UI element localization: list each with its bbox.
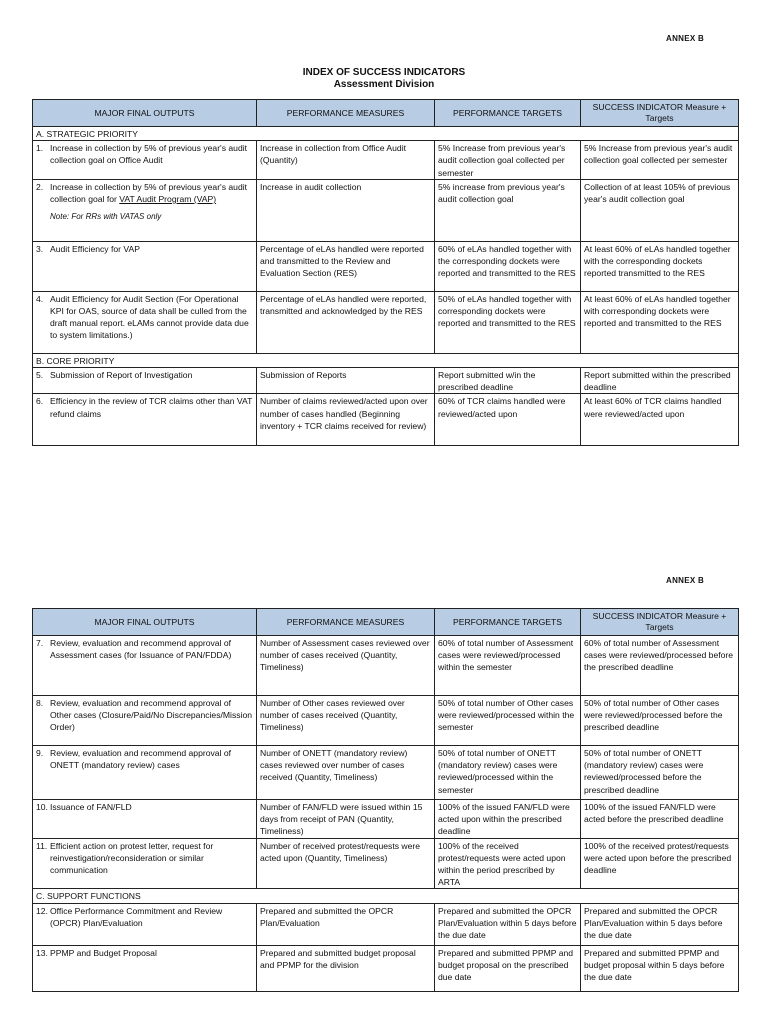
- table-row: [33, 291, 739, 353]
- si-cell: Report submitted within the prescribed deadline: [581, 368, 739, 394]
- header-performance-measures: PERFORMANCE MEASURES: [257, 609, 435, 636]
- header-success-indicator: SUCCESS INDICATOR Measure + Targets: [581, 100, 739, 127]
- mfo-cell: [33, 903, 257, 945]
- pt-cell: Prepared and submitted PPMP and budget proposal on the prescribed due date: [435, 945, 581, 991]
- mfo-cell: [33, 696, 257, 746]
- row-number: 11.: [36, 840, 48, 851]
- mfo-underlined-text: VAT Audit Program (VAP): [119, 194, 217, 205]
- si-cell: 50% of total number of Other cases were reviewed/processed before the prescribed deadline: [581, 696, 739, 746]
- row-number: 12.: [36, 905, 48, 916]
- si-cell: Collection of at least 105% of previous year's audit collection goal: [581, 179, 739, 241]
- pm-cell: Submission of Reports: [257, 368, 435, 394]
- mfo-note: Note: For RRs with VATAS only: [50, 212, 162, 222]
- header-performance-targets: PERFORMANCE TARGETS: [435, 609, 581, 636]
- mfo-cell: [33, 291, 257, 353]
- mfo-text: PPMP and Budget Proposal: [50, 947, 157, 958]
- mfo-cell: [33, 241, 257, 291]
- success-indicators-table-1: [32, 99, 739, 446]
- mfo-text: Audit Efficiency for VAP: [50, 243, 140, 254]
- row-number: 13.: [36, 947, 48, 958]
- si-cell: At least 60% of eLAs handled together with the corresponding dockets reported transmitted to the RES: [581, 241, 739, 291]
- header-performance-targets: PERFORMANCE TARGETS: [435, 100, 581, 127]
- pt-cell: 100% of the issued FAN/FLD were acted upon within the prescribed deadline: [435, 800, 581, 839]
- pt-cell: 5% Increase from previous year's audit collection goal collected per semester: [435, 141, 581, 180]
- mfo-cell: [33, 746, 257, 800]
- mfo-cell: [33, 368, 257, 394]
- mfo-cell: [33, 838, 257, 889]
- table-row: [33, 141, 739, 180]
- row-number: 3.: [36, 243, 44, 254]
- pm-cell: Percentage of eLAs handled were reported, transmitted and acknowledged by the RES: [257, 291, 435, 353]
- pm-cell: Prepared and submitted the OPCR Plan/Evaluation: [257, 903, 435, 945]
- section-core-priority: B. CORE PRIORITY: [33, 353, 739, 367]
- si-cell: 5% Increase from previous year's audit collection goal collected per semester: [581, 141, 739, 180]
- si-cell: At least 60% of TCR claims handled were reviewed/acted upon: [581, 394, 739, 446]
- pm-cell: Percentage of eLAs handled were reported and transmitted to the Review and Evaluation Section (RES): [257, 241, 435, 291]
- mfo-text: Efficiency in the review of TCR claims other than VAT refund claims: [50, 396, 253, 419]
- success-indicators-table-2: [32, 608, 739, 992]
- mfo-text: Review, evaluation and recommend approval of Assessment cases (for Issuance of PAN/FDDA): [50, 638, 232, 661]
- pm-cell: Number of Assessment cases reviewed over number of cases received (Quantity, Timeliness): [257, 636, 435, 696]
- table-row: [33, 903, 739, 945]
- mfo-text: Increase in collection by 5% of previous year's audit collection goal on Office Audit: [50, 143, 248, 166]
- si-cell: 100% of the received protest/requests were acted upon before the prescribed deadline: [581, 838, 739, 889]
- mfo-text: Issuance of FAN/FLD: [50, 802, 132, 812]
- mfo-text: Audit Efficiency for Audit Section (For Operational KPI for OAS, source of data shall be culled from the draft manual report. eLAMs cannot provide data due to system limitations.): [50, 293, 249, 341]
- annex-label-2: ANNEX B: [666, 576, 705, 585]
- pt-cell: 100% of the received protest/requests were acted upon within the period prescribed by ARTA: [435, 838, 581, 889]
- table-row: [33, 368, 739, 394]
- pm-cell: Number of received protest/requests were acted upon (Quantity, Timeliness): [257, 838, 435, 889]
- header-performance-measures: PERFORMANCE MEASURES: [257, 100, 435, 127]
- pt-cell: Report submitted w/in the prescribed deadline: [435, 368, 581, 394]
- si-cell: Prepared and submitted the OPCR Plan/Evaluation within 5 days before the due date: [581, 903, 739, 945]
- row-number: 4.: [36, 293, 44, 304]
- mfo-text: Office Performance Commitment and Review (OPCR) Plan/Evaluation: [50, 905, 223, 928]
- pm-cell: Number of claims reviewed/acted upon over number of cases handled (Beginning inventory + TCR claims received for review): [257, 394, 435, 446]
- pt-cell: 60% of total number of Assessment cases were reviewed/processed within the semester: [435, 636, 581, 696]
- pt-cell: 50% of total number of ONETT (mandatory review) cases were reviewed/processed within the semester: [435, 746, 581, 800]
- table-row: [33, 394, 739, 446]
- row-number: 9.: [36, 748, 44, 758]
- table-row: [33, 179, 739, 241]
- pt-cell: 5% increase from previous year's audit collection goal: [435, 179, 581, 241]
- mfo-cell: [33, 394, 257, 446]
- table-row: [33, 696, 739, 746]
- row-number: 2.: [36, 181, 44, 192]
- section-strategic-priority: A. STRATEGIC PRIORITY: [33, 127, 739, 141]
- header-row: [33, 100, 739, 127]
- pm-cell: Prepared and submitted budget proposal and PPMP for the division: [257, 945, 435, 991]
- section-row-support: [33, 889, 739, 903]
- table-row: [33, 636, 739, 696]
- pt-cell: 60% of TCR claims handled were reviewed/acted upon: [435, 394, 581, 446]
- pt-cell: 50% of total number of Other cases were reviewed/processed within the semester: [435, 696, 581, 746]
- pm-cell: Increase in collection from Office Audit (Quantity): [257, 141, 435, 180]
- header-major-final-outputs: MAJOR FINAL OUTPUTS: [33, 609, 257, 636]
- mfo-cell: [33, 179, 257, 241]
- pm-cell: Number of FAN/FLD were issued within 15 days from receipt of PAN (Quantity, Timeliness): [257, 800, 435, 839]
- table-row: [33, 800, 739, 839]
- si-cell: 50% of total number of ONETT (mandatory review) cases were reviewed/processed before the prescribed deadline: [581, 746, 739, 800]
- table-row: [33, 838, 739, 889]
- mfo-text: Review, evaluation and recommend approval of ONETT (mandatory review) cases: [50, 748, 232, 771]
- document-subtitle: Assessment Division: [333, 79, 435, 90]
- row-number: 5.: [36, 370, 44, 381]
- si-cell: Prepared and submitted PPMP and budget proposal within 5 days before the due date: [581, 945, 739, 991]
- table-row: [33, 241, 739, 291]
- mfo-text: Submission of Report of Investigation: [50, 370, 193, 381]
- mfo-cell: [33, 945, 257, 991]
- si-cell: At least 60% of eLAs handled together with corresponding dockets were reported and transmitted to the RES: [581, 291, 739, 353]
- pm-cell: Number of Other cases reviewed over number of cases received (Quantity, Timeliness): [257, 696, 435, 746]
- annex-label: ANNEX B: [666, 34, 705, 43]
- pt-cell: 60% of eLAs handled together with the corresponding dockets were reported and transmitted to the RES: [435, 241, 581, 291]
- header-major-final-outputs: MAJOR FINAL OUTPUTS: [33, 100, 257, 127]
- mfo-text: Efficient action on protest letter, request for reinvestigation/reconsideration or similar communication: [50, 840, 214, 876]
- section-row-strategic: [33, 127, 739, 141]
- document-title: INDEX OF SUCCESS INDICATORS: [302, 67, 466, 78]
- row-number: 6.: [36, 396, 44, 407]
- mfo-text: Increase in collection by 5% of previous year's audit collection goal for: [50, 181, 248, 205]
- section-row-core: [33, 353, 739, 367]
- mfo-cell: [33, 636, 257, 696]
- mfo-cell: [33, 800, 257, 839]
- row-number: 10.: [36, 802, 48, 812]
- pt-cell: 50% of eLAs handled together with corresponding dockets were reported and transmitted to the RES: [435, 291, 581, 353]
- pm-cell: Number of ONETT (mandatory review) cases reviewed over number of cases received (Quantity, Timeliness): [257, 746, 435, 800]
- header-success-indicator: SUCCESS INDICATOR Measure + Targets: [581, 609, 739, 636]
- row-number: 8.: [36, 698, 44, 708]
- pt-cell: Prepared and submitted the OPCR Plan/Evaluation within 5 days before the due date: [435, 903, 581, 945]
- section-support-functions: C. SUPPORT FUNCTIONS: [33, 889, 739, 903]
- table-row: [33, 746, 739, 800]
- row-number: 1.: [36, 143, 44, 154]
- mfo-text: Review, evaluation and recommend approval of Other cases (Closure/Paid/No Discrepancies/Mission Order): [50, 698, 253, 733]
- table-row: [33, 945, 739, 991]
- header-row: [33, 609, 739, 636]
- pm-cell: Increase in audit collection: [257, 179, 435, 241]
- si-cell: 60% of total number of Assessment cases were reviewed/processed before the prescribed deadline: [581, 636, 739, 696]
- mfo-cell: [33, 141, 257, 180]
- si-cell: 100% of the issued FAN/FLD were acted before the prescribed deadline: [581, 800, 739, 839]
- row-number: 7.: [36, 638, 44, 648]
